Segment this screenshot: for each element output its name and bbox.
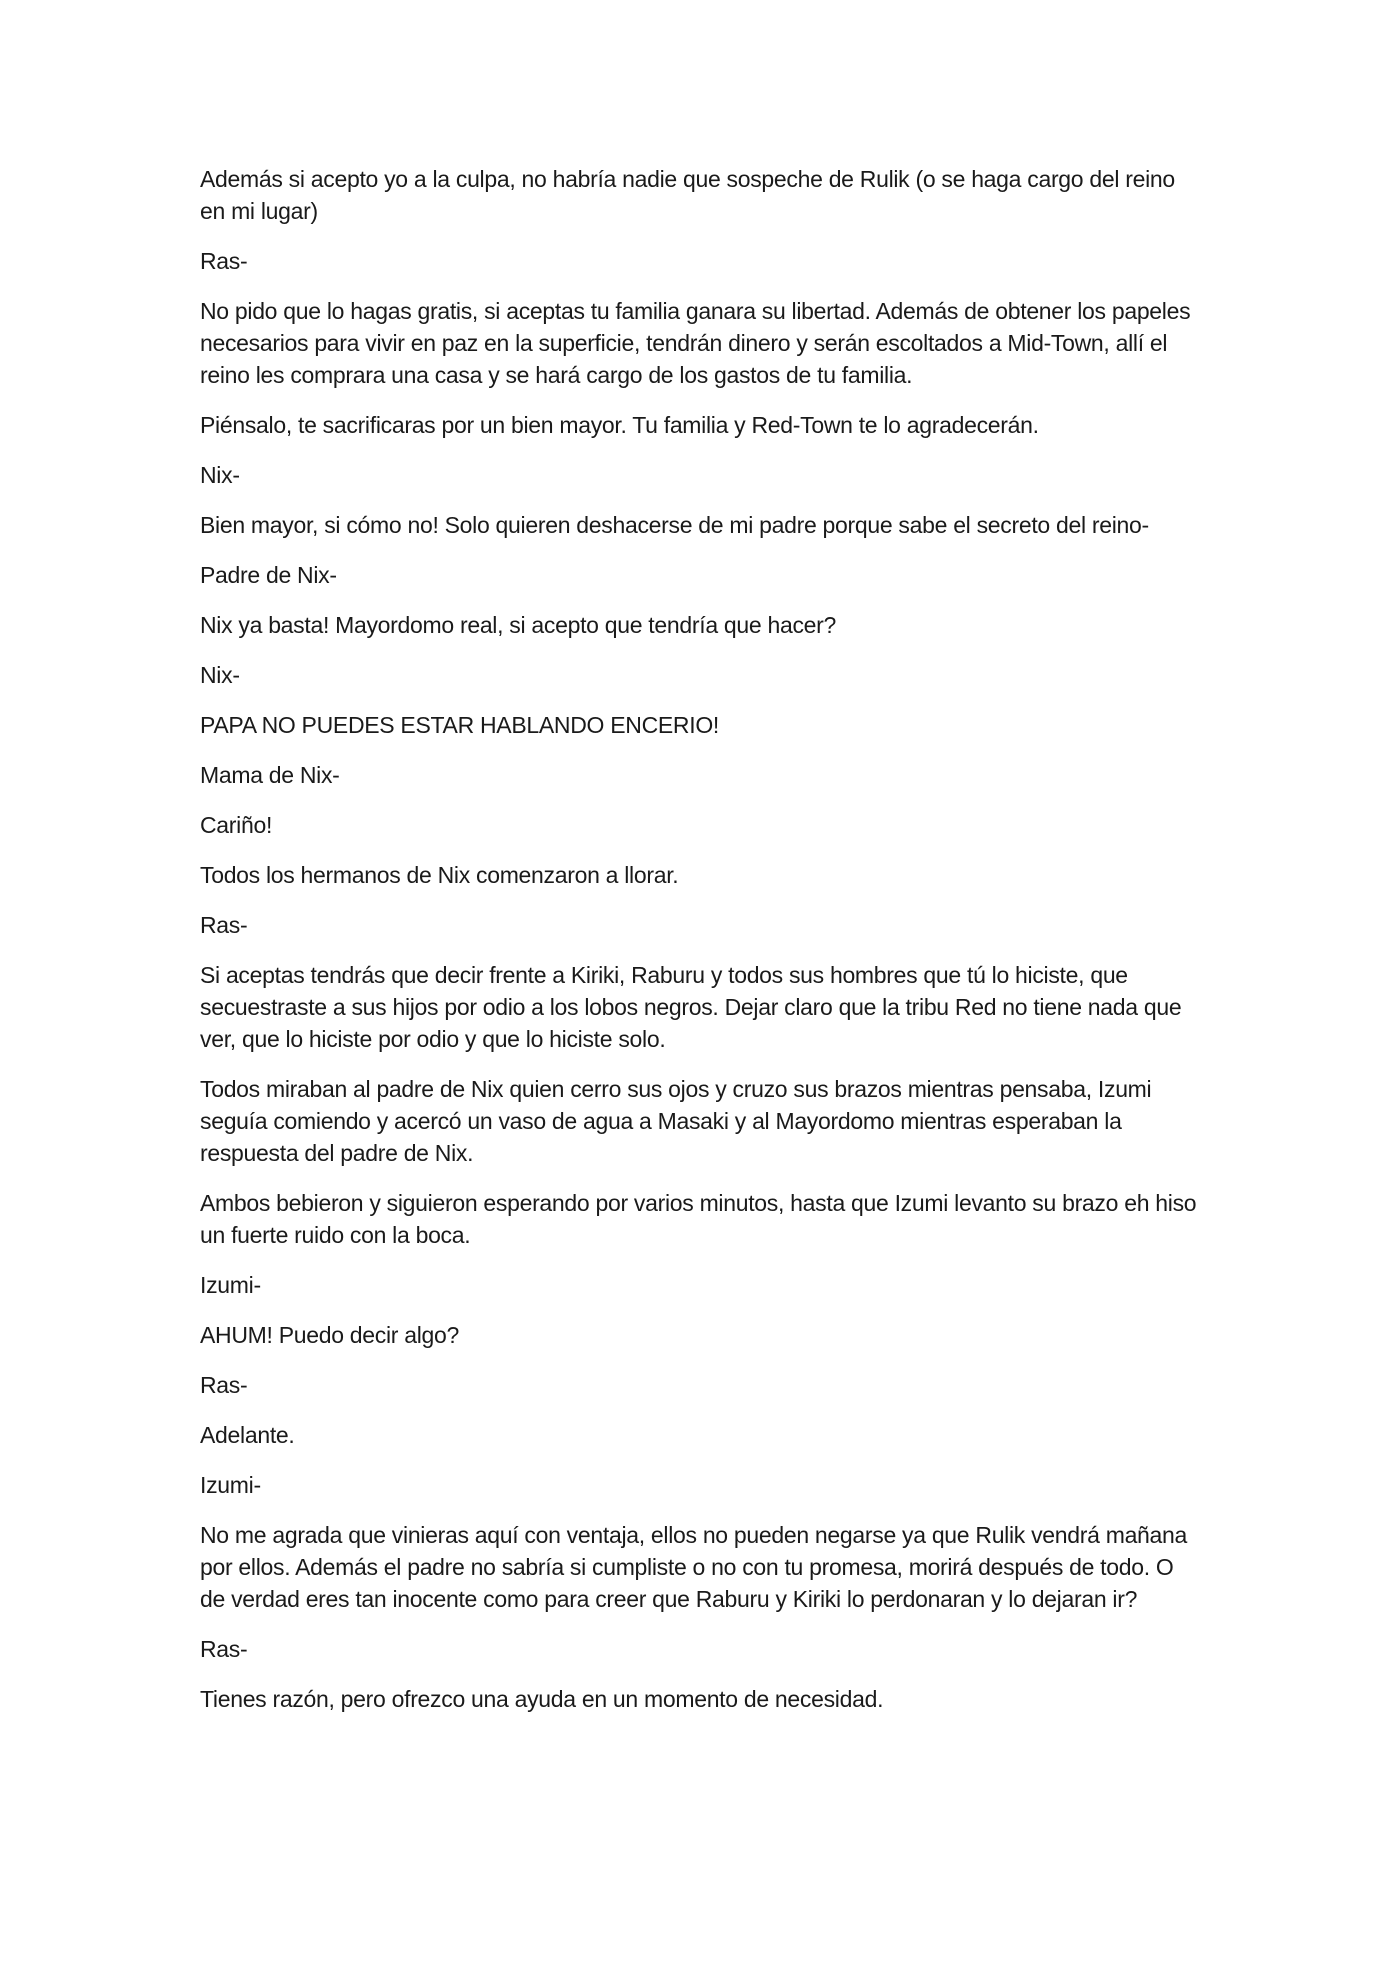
- speaker-label: Nix-: [200, 662, 240, 688]
- paragraph: Ambos bebieron y siguieron esperando por varios minutos, hasta que Izumi levanto su brazo eh hiso un fuerte ruido con la boca.: [200, 1190, 1197, 1248]
- paragraph: PAPA NO PUEDES ESTAR HABLANDO ENCERIO!: [200, 712, 720, 738]
- paragraph: Nix ya basta! Mayordomo real, si acepto que tendría que hacer?: [200, 612, 836, 638]
- document-body: [200, 163, 1200, 1733]
- speaker-label: Izumi-: [200, 1272, 261, 1298]
- speaker-label: Izumi-: [200, 1472, 261, 1498]
- paragraph: AHUM! Puedo decir algo?: [200, 1322, 460, 1348]
- paragraph: Tienes razón, pero ofrezco una ayuda en un momento de necesidad.: [200, 1686, 884, 1712]
- paragraph: Piénsalo, te sacrificaras por un bien mayor. Tu familia y Red-Town te lo agradecerán.: [200, 412, 1039, 438]
- paragraph: Si aceptas tendrás que decir frente a Kiriki, Raburu y todos sus hombres que tú lo hiciste, que secuestraste a sus hijos por odio a los lobos negros. Dejar claro que la tribu Red no tiene nada que ver, que lo hiciste por odio y que lo hiciste solo.: [200, 962, 1182, 1052]
- paragraph: No me agrada que vinieras aquí con ventaja, ellos no pueden negarse ya que Rulik vendrá mañana por ellos. Además el padre no sabría si cumpliste o no con tu promesa, morirá después de todo. O de verdad eres tan inocente como para creer que Raburu y Kiriki lo perdonaran y lo dejaran ir?: [200, 1522, 1188, 1612]
- paragraph: Todos miraban al padre de Nix quien cerro sus ojos y cruzo sus brazos mientras pensaba, Izumi seguía comiendo y acercó un vaso de agua a Masaki y al Mayordomo mientras esperaban la respuesta del padre de Nix.: [200, 1076, 1152, 1166]
- speaker-label: Mama de Nix-: [200, 762, 340, 788]
- speaker-label: Ras-: [200, 1636, 248, 1662]
- paragraph: Cariño!: [200, 812, 273, 838]
- speaker-label: Ras-: [200, 1372, 248, 1398]
- speaker-label: Ras-: [200, 248, 248, 274]
- paragraph: Todos los hermanos de Nix comenzaron a llorar.: [200, 862, 679, 888]
- speaker-label: Nix-: [200, 462, 240, 488]
- paragraph: Bien mayor, si cómo no! Solo quieren deshacerse de mi padre porque sabe el secreto del reino-: [200, 512, 1149, 538]
- speaker-label: Padre de Nix-: [200, 562, 337, 588]
- paragraph: Además si acepto yo a la culpa, no habría nadie que sospeche de Rulik (o se haga cargo del reino en mi lugar): [200, 166, 1175, 224]
- speaker-label: Ras-: [200, 912, 248, 938]
- paragraph: Adelante.: [200, 1422, 295, 1448]
- paragraph: No pido que lo hagas gratis, si aceptas tu familia ganara su libertad. Además de obtener los papeles necesarios para vivir en paz en la superficie, tendrán dinero y serán escoltados a Mid-Town, allí el reino les comprara una casa y se hará cargo de los gastos de tu familia.: [200, 298, 1191, 388]
